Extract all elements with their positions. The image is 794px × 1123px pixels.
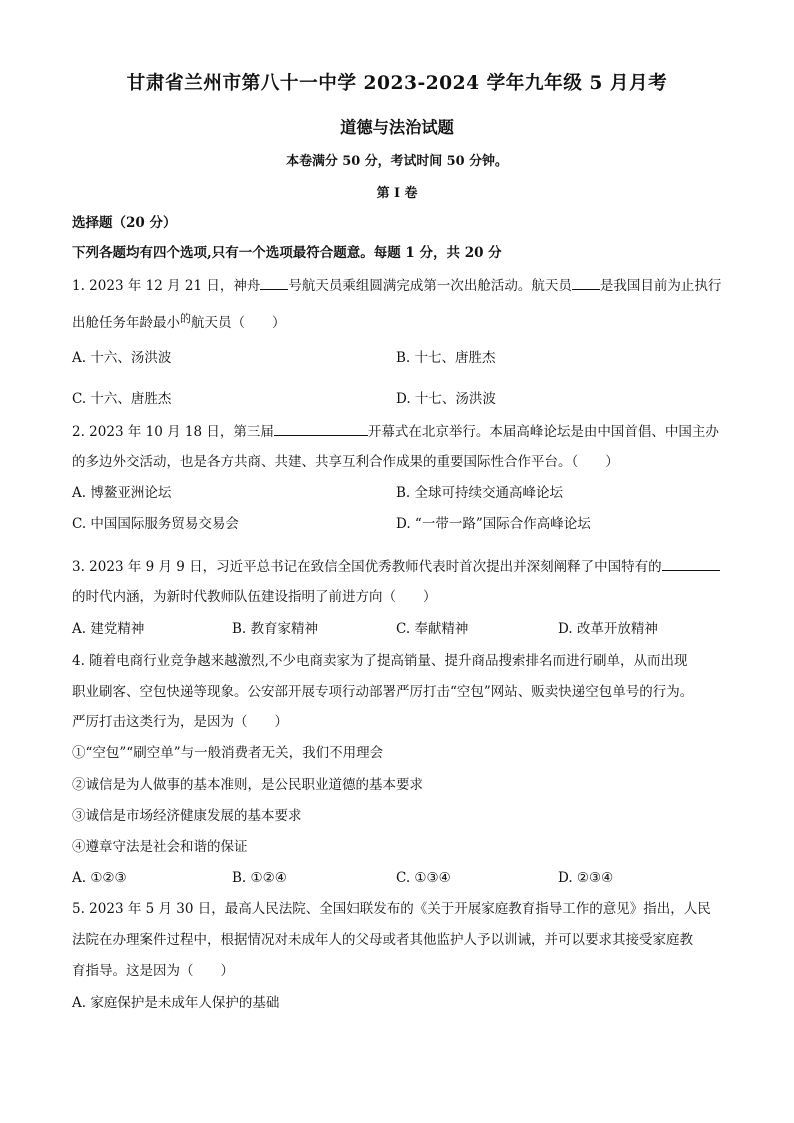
q1-option-d[interactable]: D. 十七、汤洪波	[396, 391, 496, 407]
q1-text-b: 号航天员乘组圆满完成第一次出舱活动。航天员	[288, 278, 572, 294]
exam-info: 本卷满分 50 分，考试时间 50 分钟。	[286, 154, 508, 169]
q5-option-a[interactable]: A. 家庭保护是未成年人保护的基础	[72, 995, 280, 1011]
q3-text-a: 3. 2023 年 9 月 9 日，习近平总书记在致信全国优秀教师代表时首次提出并深刻阐释了中国特有的	[72, 559, 662, 575]
q2-blank	[274, 422, 368, 436]
exam-subject: 道德与法治试题	[340, 118, 454, 137]
q4-stem-line3: 严厉打击这类行为，是因为（ ）	[72, 714, 288, 730]
q3-stem-line1	[72, 557, 720, 576]
q1-text-e: 航天员（ ）	[191, 315, 286, 331]
section-instruction: 下列各题均有四个选项,只有一个选项最符合题意。每题 1 分，共 20 分	[72, 245, 502, 261]
q1-sup-char: 的	[180, 312, 191, 325]
volume-label: 第 I 卷	[376, 186, 418, 201]
q3-option-b[interactable]: B. 教育家精神	[232, 621, 319, 637]
q2-stem-line2: 的多边外交活动，也是各方共商、共建、共享互利合作成果的重要国际性合作平台。（ ）	[72, 454, 619, 470]
q3-blank	[662, 557, 720, 571]
q2-stem-line1	[72, 422, 719, 441]
q1-text-a: 1. 2023 年 12 月 21 日，神舟	[72, 278, 261, 294]
q1-stem-line2	[72, 314, 286, 333]
q1-option-c[interactable]: C. 十六、唐胜杰	[72, 391, 172, 407]
q3-option-d[interactable]: D. 改革开放精神	[558, 621, 658, 637]
q4-option-b[interactable]: B. ①②④	[232, 870, 287, 886]
q2-option-c[interactable]: C. 中国国际服务贸易交易会	[72, 516, 239, 532]
q1-stem-line1	[72, 276, 721, 295]
q4-stem-line2: 职业刷客、空包快递等现象。公安部开展专项行动部署严厉打击“空包”网站、贩卖快递空包单号的行为。	[72, 684, 694, 700]
q4-statement-1: ①“空包”“刷空单”与一般消费者无关，我们不用理会	[72, 745, 384, 761]
q1-option-a[interactable]: A. 十六、汤洪波	[72, 350, 172, 366]
q5-stem-line2: 法院在办理案件过程中，根据情况对未成年人的父母或者其他监护人予以训诫，并可以要求其接受家庭教	[72, 932, 693, 948]
q4-option-c[interactable]: C. ①③④	[396, 870, 451, 886]
q5-stem-line3: 育指导。这是因为（ ）	[72, 963, 234, 979]
q5-stem-line1: 5. 2023 年 5 月 30 日，最高人民法院、全国妇联发布的《关于开展家庭教育指导工作的意见》指出，人民	[72, 901, 711, 917]
q3-option-c[interactable]: C. 奉献精神	[396, 621, 469, 637]
q4-statement-3: ③诚信是市场经济健康发展的基本要求	[72, 808, 302, 824]
q3-stem-line2: 的时代内涵，为新时代教师队伍建设指明了前进方向（ ）	[72, 589, 437, 605]
q4-option-a[interactable]: A. ①②③	[72, 870, 127, 886]
q3-option-a[interactable]: A. 建党精神	[72, 621, 145, 637]
q1-blank-2	[572, 276, 600, 290]
q2-option-d[interactable]: D. “一带一路”国际合作高峰论坛	[396, 516, 591, 532]
q4-option-d[interactable]: D. ②③④	[558, 870, 614, 886]
q1-text-c: 是我国目前为止执行	[599, 278, 722, 294]
q4-statement-4: ④遵章守法是社会和谐的保证	[72, 839, 248, 855]
q1-text-d: 出舱任务年龄最小	[72, 315, 180, 331]
q2-option-b[interactable]: B. 全球可持续交通高峰论坛	[396, 485, 564, 501]
q1-blank-1	[260, 276, 288, 290]
q4-stem-line1: 4. 随着电商行业竞争越来越激烈,不少电商卖家为了提高销量、提升商品搜索排名而进行刷单，从而出现	[72, 653, 688, 669]
exam-title: 甘肃省兰州市第八十一中学 2023-2024 学年九年级 5 月月考	[126, 72, 668, 94]
q1-option-b[interactable]: B. 十七、唐胜杰	[396, 350, 496, 366]
section-name: 选择题（20 分）	[72, 215, 177, 231]
q2-text-a: 2. 2023 年 10 月 18 日，第三届	[72, 424, 274, 440]
q2-option-a[interactable]: A. 博鳌亚洲论坛	[72, 485, 172, 501]
q2-text-b: 开幕式在北京举行。本届高峰论坛是由中国首倡、中国主办	[367, 424, 719, 440]
q4-statement-2: ②诚信是为人做事的基本准则，是公民职业道德的基本要求	[72, 777, 423, 793]
